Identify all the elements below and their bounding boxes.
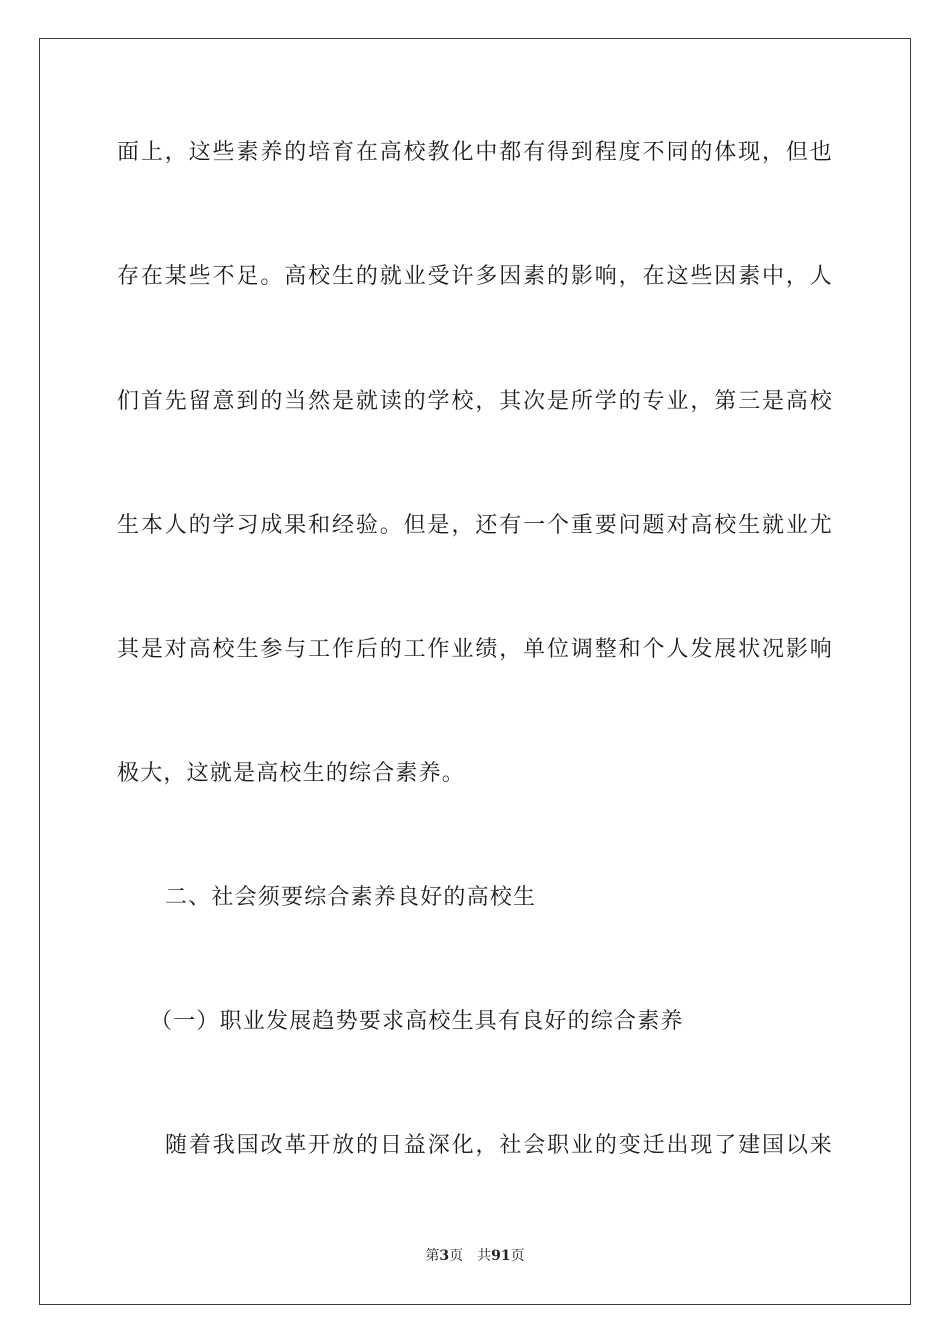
total-suffix: 页 [510, 1248, 525, 1264]
current-page-number: 3 [439, 1248, 450, 1264]
body-line-3: 们首先留意到的当然是就读的学校，其次是所学的专业，第三是高校 [117, 389, 833, 414]
section-heading: 二、社会须要综合素养良好的高校生 [165, 885, 537, 910]
body-line-4: 生本人的学习成果和经验。但是，还有一个重要问题对高校生就业尤 [117, 513, 833, 538]
body-line-6: 极大，这就是高校生的综合素养。 [117, 761, 466, 786]
body-line-5: 其是对高校生参与工作后的工作业绩，单位调整和个人发展状况影响 [117, 637, 833, 662]
page-prefix: 第 [425, 1248, 440, 1264]
page-suffix: 页 [449, 1248, 464, 1264]
total-page-count: 91 [491, 1248, 511, 1264]
body-line-7: 随着我国改革开放的日益深化，社会职业的变迁出现了建国以来 [165, 1133, 833, 1158]
page-footer [0, 1247, 950, 1265]
total-prefix: 共 [477, 1248, 492, 1264]
body-line-2: 存在某些不足。高校生的就业受许多因素的影响，在这些因素中，人 [117, 264, 833, 289]
body-line-1: 面上，这些素养的培育在高校教化中都有得到程度不同的体现，但也 [117, 140, 833, 165]
subsection-heading: （一）职业发展趋势要求高校生具有良好的综合素养 [150, 1009, 684, 1034]
page-border [39, 38, 911, 1305]
